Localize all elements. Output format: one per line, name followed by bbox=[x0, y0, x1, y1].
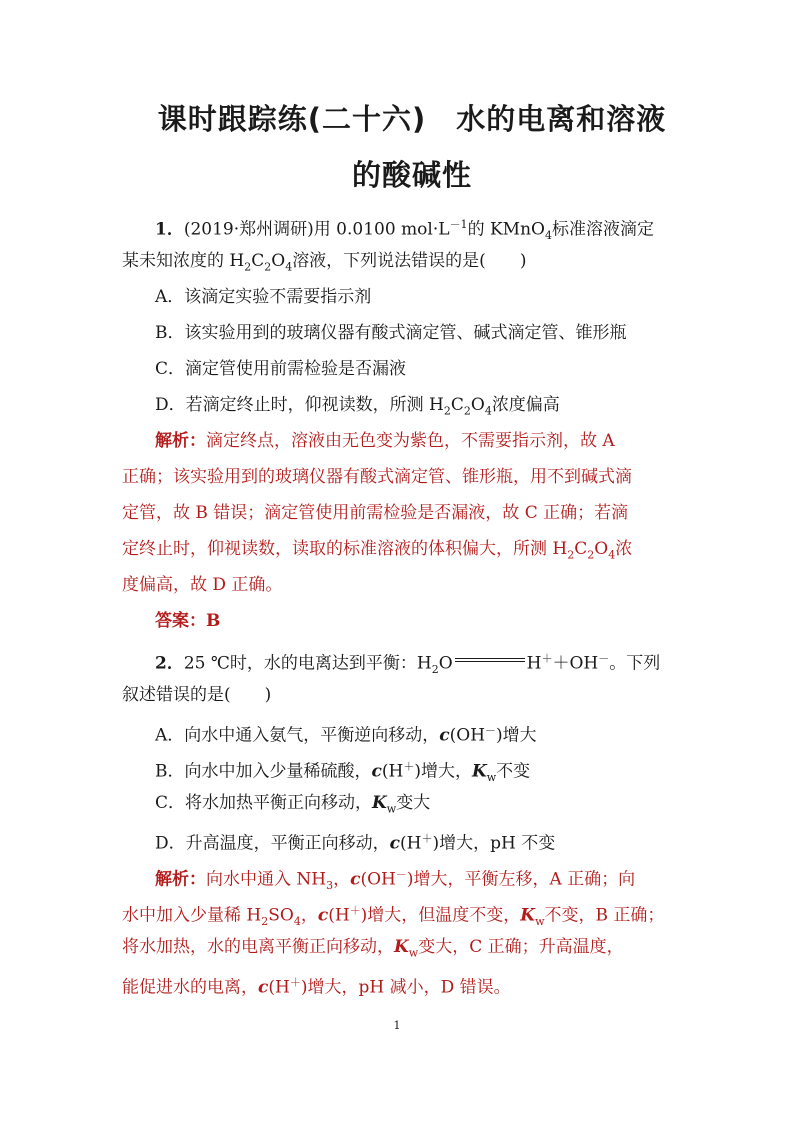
page-title: 课时跟踪练(二十六) 水的电离和溶液 bbox=[157, 102, 667, 136]
q2-analysis-line3: 将水加热，水的电离平衡正向移动，$K_w$变大，C 正确；升高温度， bbox=[122, 937, 624, 960]
q1-option-c: C．滴定管使用前需检验是否漏液 bbox=[155, 359, 407, 379]
q1-stem-line1: 1．(2019·郑州调研)用 0.0100 $mol\cdot L^{-1}$的 KMnO$_4$标准溶液滴定 bbox=[155, 218, 654, 243]
q1-analysis-line2: 正确；该实验用到的玻璃仪器有酸式滴定管、锥形瓶，用不到碱式滴 bbox=[122, 467, 632, 487]
q2-stem-line2: 叙述错误的是( ) bbox=[122, 685, 272, 705]
q1-answer: 答案：B bbox=[155, 611, 221, 631]
q1-option-a: A．该滴定实验不需要指示剂 bbox=[155, 287, 372, 307]
q1-analysis-line3: 定管，故 B 错误；滴定管使用前需检验是否漏液，故 C 正确；若滴 bbox=[122, 503, 629, 523]
q2-option-d: D．升高温度，平衡正向移动，c(H＋)增大，pH 不变 bbox=[155, 832, 556, 854]
page-number: 1 bbox=[393, 1019, 401, 1032]
page-title-line2: 的酸碱性 bbox=[351, 158, 472, 192]
q1-option-d: D．若滴定终止时，仰视读数，所测 $H_2C_2O_4$浓度偏高 bbox=[155, 395, 560, 418]
q1-stem-line2: 某未知浓度的 $H_2C_2O_4$溶液，下列说法错误的是( ) bbox=[122, 251, 527, 274]
q1-analysis-line4: 定终止时，仰视读数，读取的标准溶液的体积偏大，所测 $H_2C_2O_4$浓 bbox=[122, 539, 633, 562]
q2-option-a: A．向水中通入氨气，平衡逆向移动，c(OH－)增大 bbox=[155, 724, 537, 746]
q2-stem-line1: 2．25 ℃时，水的电离达到平衡：$H_2O$ H＋＋OH－。下列 bbox=[155, 652, 661, 677]
q2-analysis-line4: 能促进水的电离，c(H＋)增大，pH 减小，D 错误。 bbox=[122, 976, 511, 998]
q1-analysis-line1: 解析：滴定终点，溶液由无色变为紫色，不需要指示剂，故 A bbox=[155, 431, 615, 451]
q2-option-b: B．向水中加入少量稀硫酸，c(H＋)增大，$K_w$不变 bbox=[155, 760, 531, 785]
q2-analysis-line2: 水中加入少量稀 $H_2SO_4$，c(H＋)增大，但温度不变，$K_w$不变，B 正确； bbox=[122, 904, 665, 929]
q2-analysis-line1: 解析：向水中通入 $NH_3$，c(OH－)增大，平衡左移，A 正确；向 bbox=[155, 868, 636, 893]
q1-analysis-line5: 度偏高，故 D 正确。 bbox=[122, 575, 283, 595]
q1-option-b: B．该实验用到的玻璃仪器有酸式滴定管、碱式滴定管、锥形瓶 bbox=[155, 323, 627, 343]
equilibrium-arrow-icon bbox=[455, 656, 525, 664]
q2-option-c: C．将水加热平衡正向移动，$K_w$变大 bbox=[155, 793, 431, 816]
